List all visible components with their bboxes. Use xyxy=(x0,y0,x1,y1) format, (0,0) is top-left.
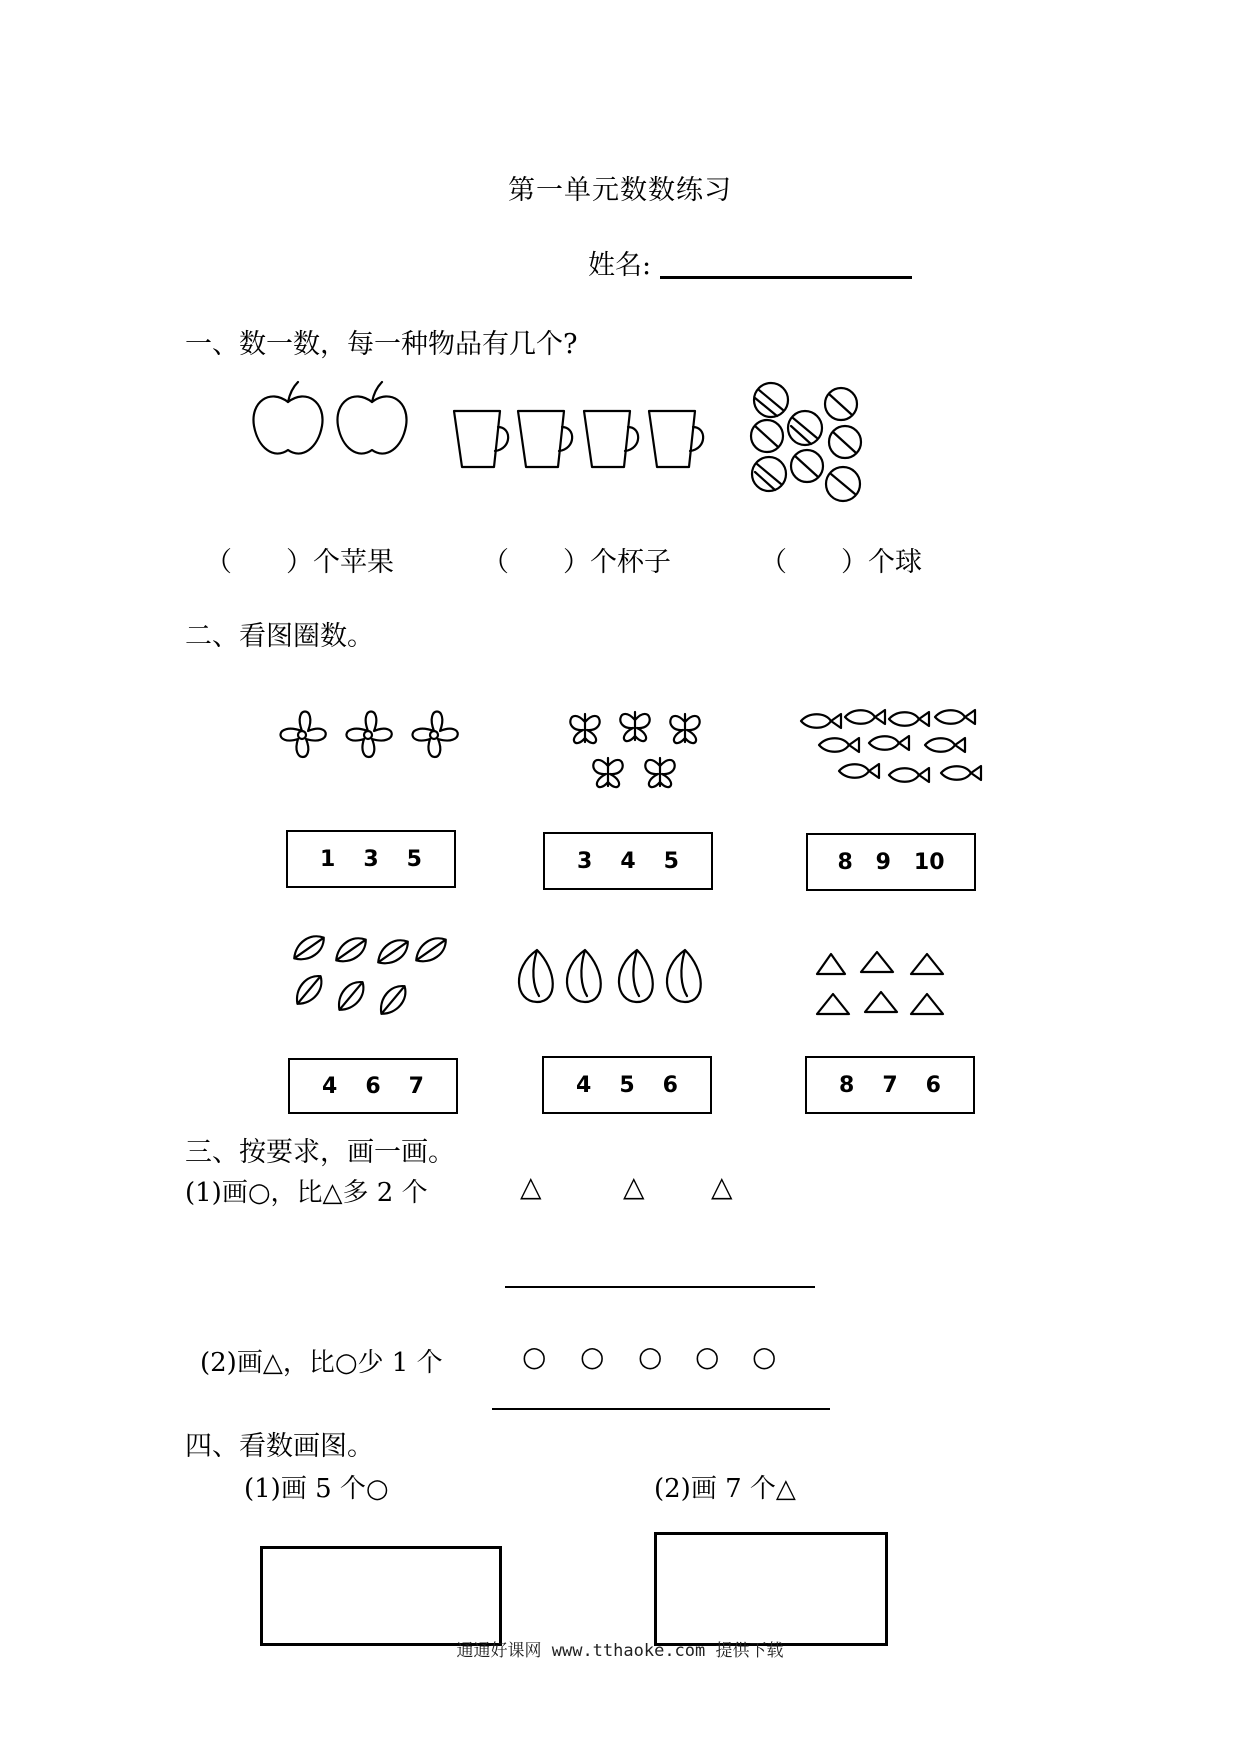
section1-heading: 一、数一数，每一种物品有几个? xyxy=(185,329,578,360)
draw-circles-box[interactable] xyxy=(260,1546,502,1646)
draw-triangles-box[interactable] xyxy=(654,1532,888,1646)
peach-group xyxy=(515,940,715,1010)
apple-icon xyxy=(253,382,322,454)
apple-answer-blank[interactable]: （ ）个苹果 xyxy=(205,547,394,578)
cup-icon xyxy=(454,411,508,467)
choice-number[interactable]: 5 xyxy=(619,1072,635,1098)
choice-box-fish xyxy=(806,833,976,891)
fish-icon xyxy=(801,714,841,728)
choice-number[interactable]: 7 xyxy=(408,1073,424,1099)
ball-icon xyxy=(829,426,861,458)
ball-icon xyxy=(825,388,857,420)
butterfly-icon xyxy=(645,758,674,787)
choice-number[interactable]: 1 xyxy=(320,846,336,872)
ball-icon xyxy=(791,450,823,482)
triangle-group xyxy=(815,950,955,1020)
ball-icon xyxy=(752,457,786,491)
choice-number[interactable]: 6 xyxy=(365,1073,381,1099)
flower-icon xyxy=(412,712,457,758)
q2-answer-line[interactable] xyxy=(492,1408,830,1410)
choice-number[interactable]: 8 xyxy=(839,1072,855,1098)
choice-number[interactable]: 4 xyxy=(620,848,636,874)
choice-number[interactable]: 8 xyxy=(837,849,853,875)
choice-number[interactable]: 4 xyxy=(576,1072,592,1098)
q2-circle: ○ xyxy=(522,1340,547,1373)
q2-circle: ○ xyxy=(580,1340,605,1373)
page-title: 第一单元数数练习 xyxy=(508,175,732,206)
choice-box-leaves xyxy=(288,1058,458,1114)
section2-heading: 二、看图圈数。 xyxy=(185,621,374,652)
choice-number[interactable]: 5 xyxy=(406,846,422,872)
fish-icon xyxy=(839,764,879,778)
fish-icon xyxy=(925,738,965,752)
section4-heading: 四、看数画图。 xyxy=(185,1431,374,1462)
q1-triangle: △ xyxy=(623,1170,645,1203)
choice-box-flowers xyxy=(286,830,456,888)
leaf-icon xyxy=(333,976,370,1015)
choice-box-butterflies xyxy=(543,832,713,890)
q1-answer-line[interactable] xyxy=(505,1286,815,1288)
butterfly-icon xyxy=(620,712,649,741)
draw-circles-label: (1)画 5 个○ xyxy=(244,1474,389,1504)
flower-icon xyxy=(280,712,325,758)
ball-icon xyxy=(826,467,860,501)
fish-group xyxy=(795,705,995,800)
fish-icon xyxy=(935,710,975,724)
peach-icon xyxy=(667,950,701,1002)
triangle-icon xyxy=(911,994,943,1014)
butterfly-icon xyxy=(593,758,622,787)
choice-number[interactable]: 7 xyxy=(882,1072,898,1098)
apple-icon xyxy=(337,382,406,454)
cup-answer-blank[interactable]: （ ）个杯子 xyxy=(482,547,671,578)
leaf-icon xyxy=(373,934,413,969)
name-label: 姓名: xyxy=(588,250,652,281)
cup-icon xyxy=(518,411,572,467)
peach-icon xyxy=(567,950,601,1002)
draw-q2-label: (2)画△，比○少 1 个 xyxy=(200,1348,443,1378)
leaf-icon xyxy=(289,930,329,965)
q2-circle: ○ xyxy=(638,1340,663,1373)
q1-triangle: △ xyxy=(520,1170,542,1203)
leaf-group xyxy=(285,930,455,1030)
cup-icon xyxy=(649,411,703,467)
ball-answer-blank[interactable]: （ ）个球 xyxy=(760,547,922,578)
choice-box-triangles xyxy=(805,1056,975,1114)
choice-number[interactable]: 6 xyxy=(662,1072,678,1098)
fish-icon xyxy=(889,712,929,726)
choice-number[interactable]: 4 xyxy=(322,1073,338,1099)
butterfly-icon xyxy=(570,714,599,743)
fish-icon xyxy=(819,738,859,752)
apple-group xyxy=(240,380,430,470)
fish-icon xyxy=(889,768,929,782)
draw-triangles-label: (2)画 7 个△ xyxy=(654,1474,796,1504)
q2-circle: ○ xyxy=(752,1340,777,1373)
triangle-icon xyxy=(865,992,897,1012)
footer-source: 通通好课网 www.tthaoke.com 提供下载 xyxy=(456,1641,784,1661)
triangle-icon xyxy=(861,952,893,972)
q2-circle: ○ xyxy=(695,1340,720,1373)
choice-box-peaches xyxy=(542,1056,712,1114)
choice-number[interactable]: 3 xyxy=(577,848,593,874)
leaf-icon xyxy=(291,970,328,1009)
flower-icon xyxy=(346,712,391,758)
leaf-icon xyxy=(331,932,371,967)
choice-number[interactable]: 5 xyxy=(663,848,679,874)
choice-number[interactable]: 3 xyxy=(363,846,379,872)
choice-number[interactable]: 9 xyxy=(875,849,891,875)
choice-number[interactable]: 10 xyxy=(913,849,945,875)
triangle-icon xyxy=(817,954,845,974)
name-input-line[interactable] xyxy=(660,276,912,279)
flower-group xyxy=(270,700,470,770)
draw-q1-label: (1)画○，比△多 2 个 xyxy=(185,1178,428,1208)
ball-icon xyxy=(751,420,783,452)
triangle-icon xyxy=(911,954,943,974)
fish-icon xyxy=(941,766,981,780)
fish-icon xyxy=(869,736,909,750)
choice-number[interactable]: 6 xyxy=(925,1072,941,1098)
q1-triangle: △ xyxy=(711,1170,733,1203)
cup-icon xyxy=(584,411,638,467)
peach-icon xyxy=(519,950,553,1002)
ball-icon xyxy=(788,411,822,445)
leaf-icon xyxy=(375,980,412,1019)
ball-icon xyxy=(754,383,788,417)
peach-icon xyxy=(619,950,653,1002)
butterfly-icon xyxy=(670,714,699,743)
cup-group xyxy=(450,405,712,475)
fish-icon xyxy=(845,710,885,724)
section3-heading: 三、按要求，画一画。 xyxy=(185,1137,455,1168)
butterfly-group xyxy=(560,700,710,800)
ball-group xyxy=(745,380,870,505)
triangle-icon xyxy=(817,994,849,1014)
leaf-icon xyxy=(411,932,451,967)
